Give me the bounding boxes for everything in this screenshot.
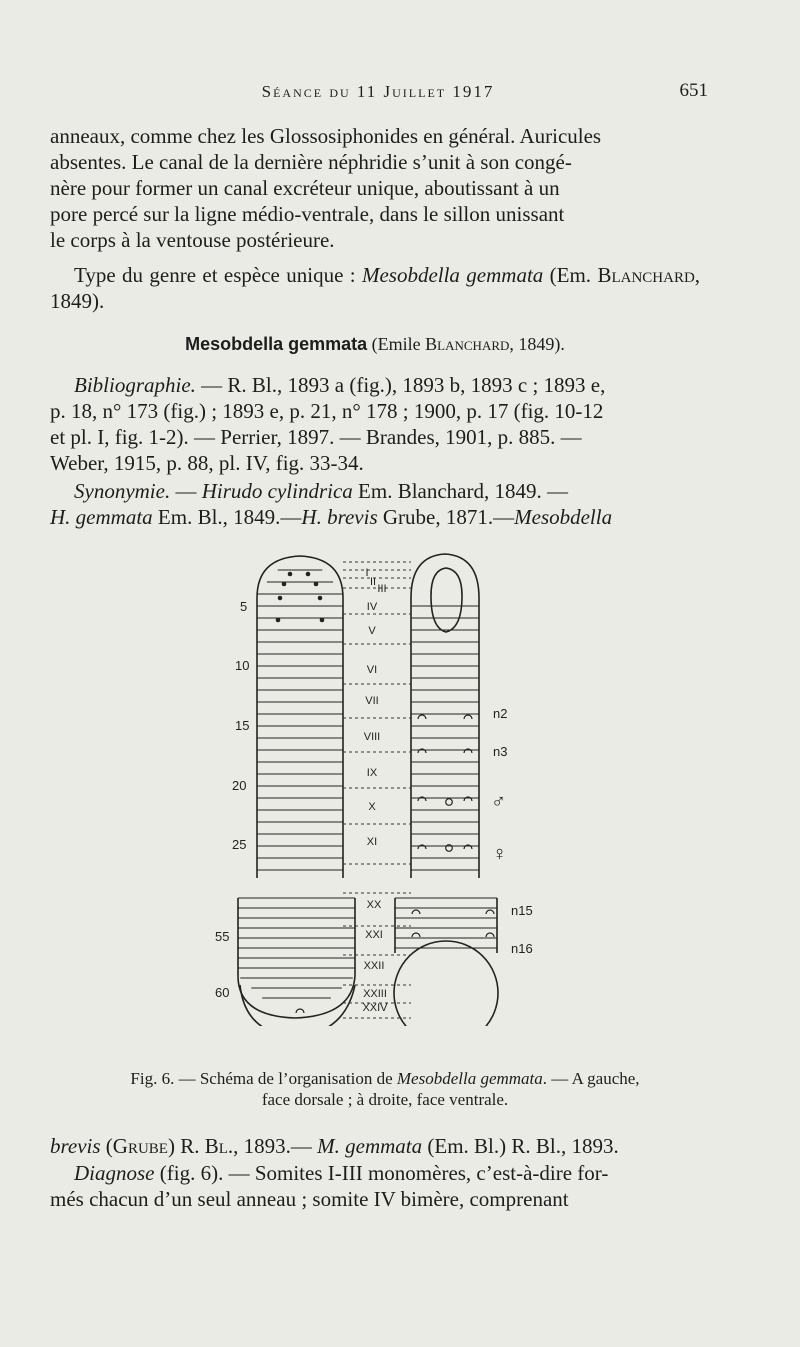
type-open: (Em. [543, 263, 592, 287]
caption-species: Mesobdella gemmata [396, 1069, 543, 1088]
eye-dot [282, 582, 287, 587]
type-prefix: Type du genre et espèce unique : [74, 263, 362, 287]
text-line: p. 18, n° 173 (fig.) ; 1893 e, p. 21, n° 178 ; 1900, p. 17 (fig. 10-12 [50, 399, 604, 423]
text-line: pore percé sur la ligne médio-ventrale, dans le sillon unissant [50, 202, 565, 226]
somite-numeral: VIII [363, 731, 381, 743]
diagnose-label: Diagnose [74, 1161, 155, 1185]
synonym-name: M. gemmata [317, 1134, 423, 1158]
somite-numeral: XXI [365, 929, 383, 941]
ring-number: 5 [240, 599, 248, 614]
somite-numeral: II [369, 576, 377, 588]
type-year: , 1849). [50, 263, 701, 313]
nephridiopore [418, 749, 426, 753]
synonym-author: Em. Blanchard, 1849. — [352, 479, 568, 503]
male-symbol: ♂ [491, 791, 506, 813]
paragraph-bibliography [50, 372, 700, 476]
ring-number: 20 [232, 778, 247, 793]
nephridiopore [464, 749, 472, 753]
somite-numeral: XI [366, 836, 378, 848]
bibliography-label: Bibliographie. [74, 373, 196, 397]
eye-dot [320, 618, 325, 623]
eye-dot [276, 618, 281, 623]
ventral-outline-upper [411, 554, 479, 878]
paragraph-diagnose [50, 1160, 700, 1212]
nephridiopore [464, 845, 472, 849]
paragraph-synonymy-cont [50, 1133, 700, 1159]
text-line: Weber, 1915, p. 88, pl. IV, fig. 33-34. [50, 451, 364, 475]
leech-diagram [200, 548, 560, 1026]
heading-author: Blanchard [425, 334, 510, 354]
text-line: més chacun d’un seul anneau ; somite IV bimère, comprenant [50, 1187, 569, 1211]
somite-numeral: XXII [363, 960, 385, 972]
nephridia-label: n2 [493, 706, 508, 721]
somite-numeral: XXIII [363, 988, 387, 1000]
eye-dot [288, 572, 293, 577]
synonymy-label: Synonymie. [74, 479, 171, 503]
text-line: nère pour former un canal excréteur unique, aboutissant à un [50, 176, 560, 200]
text-line [50, 1160, 700, 1186]
male-gonopore [446, 799, 453, 806]
nephridia-label: n15 [511, 903, 533, 918]
species-heading [50, 334, 700, 355]
female-symbol: ♀ [492, 843, 507, 865]
ring-number: 15 [235, 718, 250, 733]
text-line [50, 1133, 700, 1159]
running-title: Séance du 11 Juillet 1917 [261, 82, 495, 101]
ring-number: 10 [235, 658, 250, 673]
nephridiopore [486, 910, 494, 914]
bibliography-line: — R. Bl., 1893 a (fig.), 1893 b, 1893 c ; 1893 e, [195, 373, 606, 397]
text-fragment: — [170, 479, 202, 503]
figure-caption [70, 1068, 700, 1110]
ring-number: 60 [215, 985, 230, 1000]
nephridiopore [412, 933, 420, 937]
author-name: Blanchard [597, 263, 695, 287]
dorsal-outline-upper [257, 556, 343, 878]
posterior-sucker-dorsal [240, 985, 355, 1026]
somite-numeral: X [368, 801, 376, 813]
nephridiopore [464, 715, 472, 719]
heading-year: , 1849). [509, 334, 565, 354]
nephridiopore [418, 715, 426, 719]
synonym-author: (Grube) R. Bl., 1893.— [100, 1134, 318, 1158]
eye-dot [318, 596, 323, 601]
paragraph-nephridia [50, 123, 700, 253]
running-header [48, 76, 708, 106]
nephridiopore [412, 910, 420, 914]
species-heading-name: Mesobdella gemmata [185, 334, 368, 354]
oral-sucker [431, 568, 462, 632]
nephridiopore [464, 797, 472, 801]
somite-numeral: I [365, 567, 369, 579]
somite-numeral: III [377, 583, 387, 595]
diagnose-text: (fig. 6). — Somites I-III monomères, c’est-à-dire for- [154, 1161, 609, 1185]
synonym-name: H. brevis [301, 505, 378, 529]
somite-numeral: XXIV [362, 1002, 388, 1014]
nephridia-label: n16 [511, 941, 533, 956]
text-line [50, 504, 700, 530]
somite-numeral: V [368, 625, 376, 637]
caption-text: Fig. 6. — Schéma de l’organisation de [130, 1069, 397, 1088]
eye-dot [278, 596, 283, 601]
synonym-name: Hirudo cylindrica [201, 479, 353, 503]
paragraph-type-species [50, 262, 700, 314]
caption-line: face dorsale ; à droite, face ventrale. [261, 1090, 509, 1109]
synonym-author: Grube, 1871.— [377, 505, 515, 529]
paragraph-synonymy [50, 478, 700, 530]
heading-author-prefix: (Emile [367, 334, 426, 354]
nephridiopore [486, 933, 494, 937]
text-line [50, 478, 700, 504]
somite-numeral: IV [366, 601, 378, 613]
text-line: anneaux, comme chez les Glossosiphonides en général. Auricules [50, 124, 602, 148]
synonym-name: Mesobdella [514, 505, 613, 529]
text-line: le corps à la ventouse postérieure. [50, 228, 335, 252]
synonym-name: H. gemmata [50, 505, 153, 529]
page-number: 651 [679, 80, 708, 101]
somite-numeral: XX [366, 899, 382, 911]
nephridiopore [418, 797, 426, 801]
nephridia-label: n3 [493, 744, 508, 759]
synonym-author: Em. Bl., 1849.— [152, 505, 302, 529]
text-line [50, 262, 700, 314]
caption-line [70, 1068, 700, 1089]
text-line: et pl. I, fig. 1-2). — Perrier, 1897. — Brandes, 1901, p. 885. — [50, 425, 582, 449]
synonym-name: brevis [50, 1134, 101, 1158]
ring-number: 25 [232, 837, 247, 852]
eye-dot [306, 572, 311, 577]
eye-dot [314, 582, 319, 587]
text-line [50, 372, 700, 398]
species-name: Mesobdella gemmata [361, 263, 544, 287]
somite-numeral: VI [366, 664, 378, 676]
anus [296, 1009, 304, 1013]
ring-number: 55 [215, 929, 230, 944]
somite-numeral: VII [365, 695, 379, 707]
synonym-author: (Em. Bl.) R. Bl., 1893. [422, 1134, 619, 1158]
text-line: absentes. Le canal de la dernière néphridie s’unit à son congé- [50, 150, 572, 174]
caption-text: . — A gauche, [542, 1069, 640, 1088]
nephridiopore [418, 845, 426, 849]
somite-numeral: IX [366, 767, 378, 779]
posterior-sucker-ventral [394, 941, 498, 1026]
